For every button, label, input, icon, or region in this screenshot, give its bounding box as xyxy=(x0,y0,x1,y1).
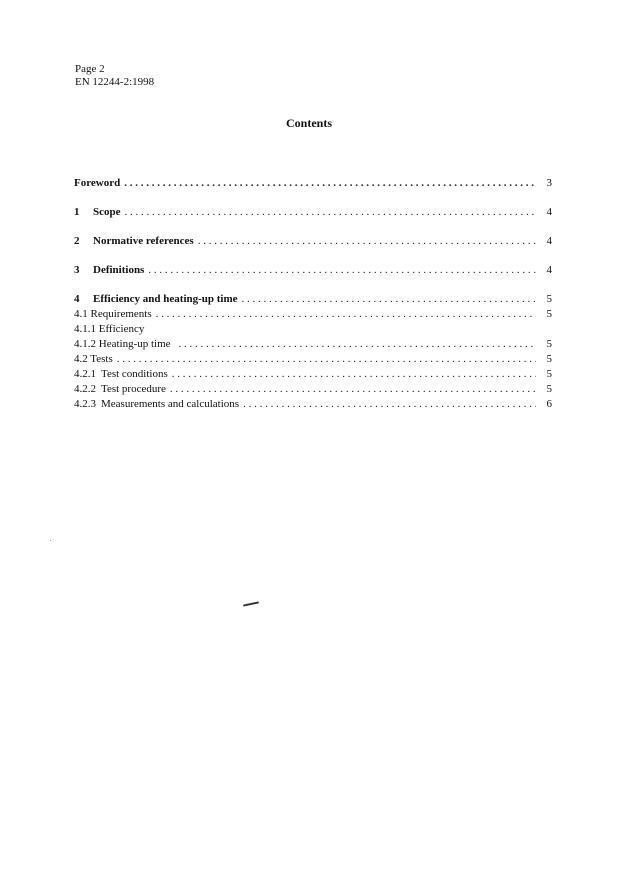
toc-page-number: 3 xyxy=(546,177,552,189)
toc-section-number: 2 xyxy=(74,235,80,247)
toc-entry-scope[interactable] xyxy=(74,205,552,220)
toc-page-number: 5 xyxy=(546,368,552,380)
toc-page-number: 6 xyxy=(546,398,552,410)
toc-page-number: 5 xyxy=(546,293,552,305)
toc-leader-dots xyxy=(242,292,536,307)
toc-entry-label: 4.1 Requirements xyxy=(74,308,152,320)
toc-leader-dots xyxy=(179,337,536,352)
toc-section-number: 1 xyxy=(74,206,80,218)
toc-section-number: 4.2.1 xyxy=(74,368,96,380)
toc-leader-dots xyxy=(198,234,536,249)
toc-page-number: 5 xyxy=(546,353,552,365)
toc-leader-dots xyxy=(243,397,536,412)
page-number-label: Page 2 xyxy=(75,63,105,75)
toc-entry-label: 4.2 Tests xyxy=(74,353,113,365)
toc-entry-efficiency-heating[interactable] xyxy=(74,292,552,307)
toc-page-number: 4 xyxy=(546,235,552,247)
toc-leader-dots xyxy=(172,367,536,382)
toc-entry-test-conditions[interactable] xyxy=(74,367,552,382)
toc-section-number: 4.2.2 xyxy=(74,383,96,395)
toc-leader-dots xyxy=(125,205,537,220)
toc-entry-normative-references[interactable] xyxy=(74,234,552,249)
toc-leader-dots xyxy=(170,382,536,397)
toc-entry-label: Test conditions xyxy=(101,368,168,380)
toc-entry-measurements-calculations[interactable] xyxy=(74,397,552,412)
toc-entry-label: 4.1.1 Efficiency xyxy=(74,323,145,335)
toc-leader-dots xyxy=(156,307,536,322)
toc-leader-dots xyxy=(148,263,536,278)
scan-artifact-dot xyxy=(50,540,51,541)
scan-artifact-mark xyxy=(243,601,259,606)
toc-entry-tests[interactable] xyxy=(74,352,552,367)
toc-entry-test-procedure[interactable] xyxy=(74,382,552,397)
table-of-contents xyxy=(74,176,552,412)
toc-entry-label: Foreword xyxy=(74,177,121,189)
toc-entry-heating-up-time[interactable] xyxy=(74,337,552,352)
toc-section-number: 4 xyxy=(74,293,80,305)
toc-entry-label: Definitions xyxy=(93,264,145,276)
toc-page-number: 4 xyxy=(546,264,552,276)
contents-title: Contents xyxy=(285,116,332,130)
toc-section-number: 3 xyxy=(74,264,80,276)
toc-leader-dots xyxy=(124,176,536,191)
toc-entry-efficiency[interactable] xyxy=(74,322,552,337)
document-reference: EN 12244-2:1998 xyxy=(75,76,155,88)
toc-entry-definitions[interactable] xyxy=(74,263,552,278)
toc-entry-requirements[interactable] xyxy=(74,307,552,322)
toc-section-number: 4.2.3 xyxy=(74,398,96,410)
toc-entry-label: Scope xyxy=(93,206,121,218)
toc-entry-label: Normative references xyxy=(93,235,194,247)
toc-leader-dots xyxy=(117,352,536,367)
toc-entry-foreword[interactable] xyxy=(74,176,552,191)
toc-page-number: 5 xyxy=(546,383,552,395)
toc-entry-label: Efficiency and heating-up time xyxy=(93,293,238,305)
toc-entry-label: Measurements and calculations xyxy=(101,398,240,410)
toc-page-number: 5 xyxy=(546,338,552,350)
toc-page-number: 4 xyxy=(546,206,552,218)
toc-entry-label: Test procedure xyxy=(101,383,166,395)
toc-entry-label: 4.1.2 Heating-up time xyxy=(74,338,171,350)
page-header xyxy=(75,63,154,89)
toc-page-number: 5 xyxy=(546,308,552,320)
